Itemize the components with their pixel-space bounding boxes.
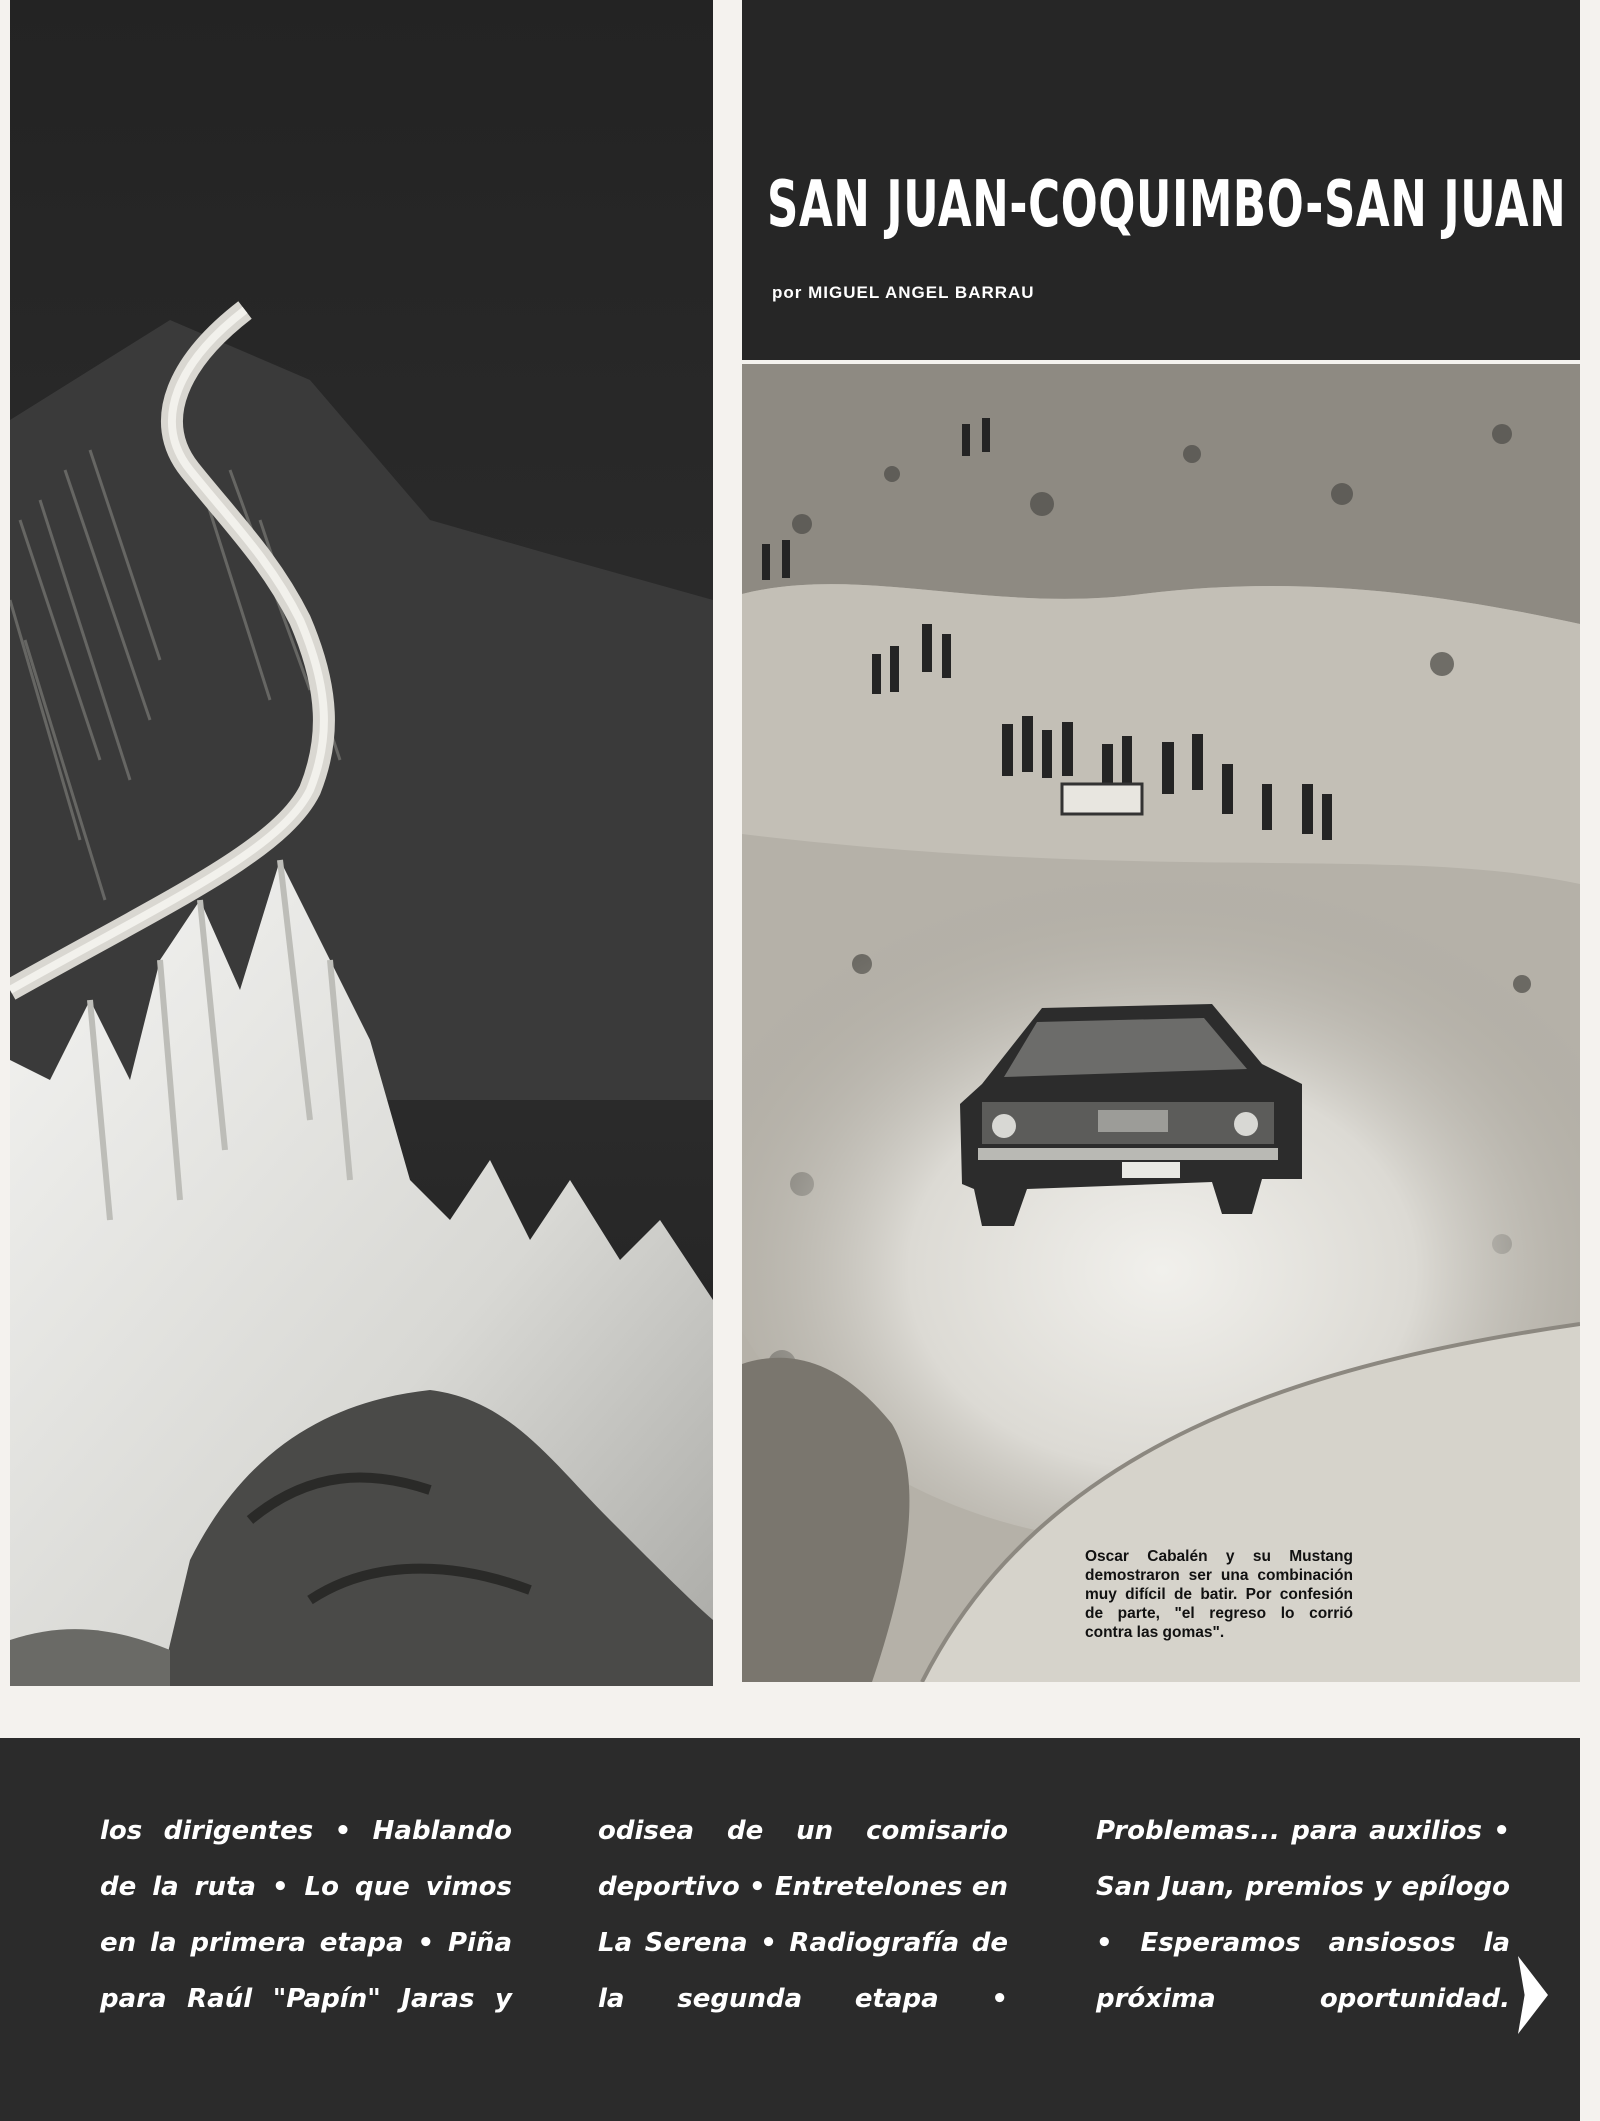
mountain-road-photo	[10, 0, 713, 1686]
mountain-road-image	[10, 0, 713, 1686]
summary-band	[0, 1738, 1580, 2121]
next-page-arrow-icon[interactable]	[1518, 1956, 1548, 2034]
summary-column-2: odisea de un comisario deportivo • Entretelones en La Serena • Radiografía de la segunda etapa •	[598, 1816, 1008, 2014]
mustang-dust-image	[742, 364, 1580, 1682]
photo-caption: Oscar Cabalén y su Mustang demostraron ser una combinación muy difícil de batir. Por confesión de parte, "el regreso lo corrió contra las gomas".	[1085, 1548, 1353, 1641]
rally-car-photo	[742, 364, 1580, 1682]
summary-column-3: Problemas... para auxilios • San Juan, premios y epílogo • Esperamos ansiosos la próxima oportunidad.	[1096, 1816, 1510, 2014]
title-block	[742, 0, 1580, 360]
article-byline: por MIGUEL ANGEL BARRAU	[772, 283, 1035, 302]
article-headline: SAN JUAN-COQUIMBO-SAN JUAN	[767, 168, 1567, 242]
summary-column-1: los dirigentes • Hablando de la ruta • Lo que vimos en la primera etapa • Piña para Raúl "Papín" Jaras y	[100, 1816, 512, 2014]
